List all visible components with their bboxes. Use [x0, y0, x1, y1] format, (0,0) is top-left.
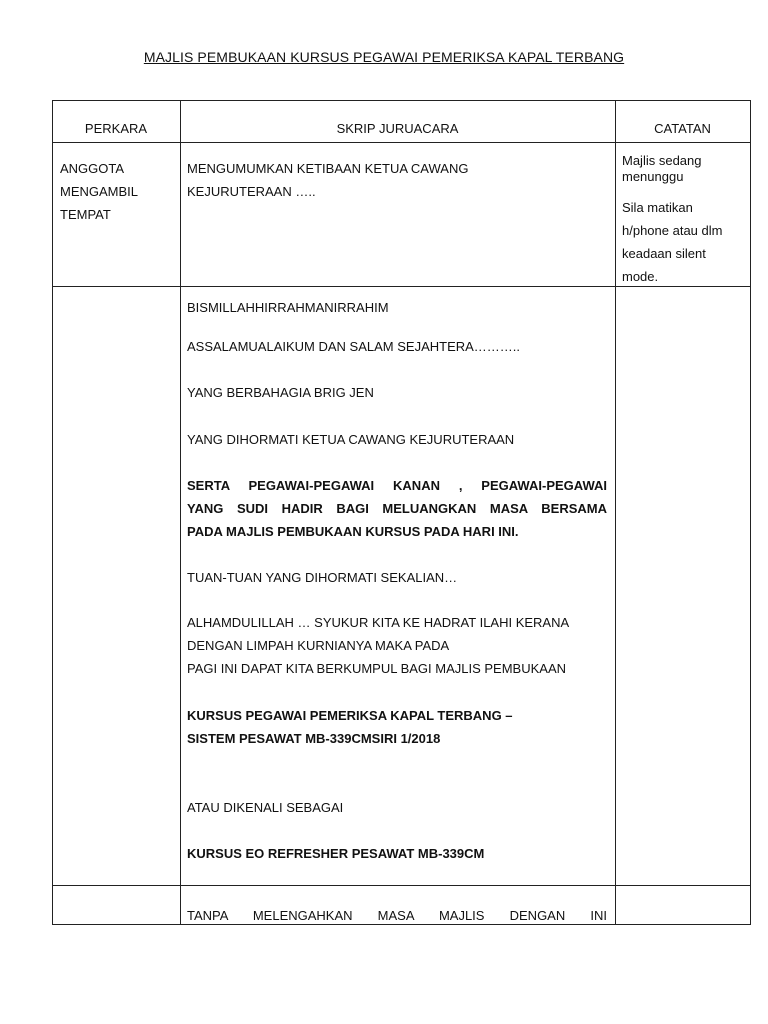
catatan-note: Sila matikan h/phone atau dlm keadaan silent mode. [622, 200, 723, 284]
header-divider [52, 142, 751, 143]
script-paragraph: ALHAMDULILLAH … SYUKUR KITA KE HADRAT ILAHI KERANA DENGAN LIMPAH KURNIANYA MAKA PADA PAGI INI DAPAT KITA BERKUMPUL BAGI MAJLIS PEMBUKAAN [187, 615, 570, 676]
script-line: BISMILLAHHIRRAHMANIRRAHIM [187, 300, 389, 315]
header-catatan: CATATAN [654, 121, 711, 136]
course-name-bold: KURSUS PEGAWAI PEMERIKSA KAPAL TERBANG – SISTEM PESAWAT MB-339CMSIRI 1/2018 [187, 708, 513, 746]
script-line: ATAU DIKENALI SEBAGAI [187, 800, 344, 815]
script-line: YANG DIHORMATI KETUA CAWANG KEJURUTERAAN [187, 432, 515, 447]
script-line: TUAN-TUAN YANG DIHORMATI SEKALIAN… [187, 570, 458, 585]
table-border-top [52, 100, 751, 101]
script-paragraph-bold: SERTA PEGAWAI-PEGAWAI KANAN , PEGAWAI-PEGAWAI YANG SUDI HADIR BAGI MELUANGKAN MASA BERSAMA PADA MAJLIS PEMBUKAAN KURSUS PADA HARI INI. [187, 478, 607, 539]
course-alias-bold: KURSUS EO REFRESHER PESAWAT MB-339CM [187, 846, 485, 861]
table-border-left [52, 100, 53, 925]
table-border-right [750, 100, 751, 925]
script-line: TANPA MELENGAHKAN MASA MAJLIS DENGAN INI [187, 908, 607, 923]
column-divider [180, 100, 181, 925]
skrip-cell: MENGUMUMKAN KETIBAAN KETUA CAWANG KEJURUTERAAN ….. [187, 161, 469, 199]
script-line: ASSALAMUALAIKUM DAN SALAM SEJAHTERA……….. [187, 339, 521, 354]
header-skrip: SKRIP JURUACARA [336, 121, 459, 136]
document-title: MAJLIS PEMBUKAAN KURSUS PEGAWAI PEMERIKSA KAPAL TERBANG [143, 49, 625, 65]
header-perkara: PERKARA [84, 121, 148, 136]
row-divider [52, 885, 751, 886]
script-line: YANG BERBAHAGIA BRIG JEN [187, 385, 374, 400]
column-divider [615, 100, 616, 925]
perkara-cell: ANGGOTA MENGAMBIL TEMPAT [60, 161, 139, 222]
catatan-note: Majlis sedang menunggu [622, 153, 702, 184]
